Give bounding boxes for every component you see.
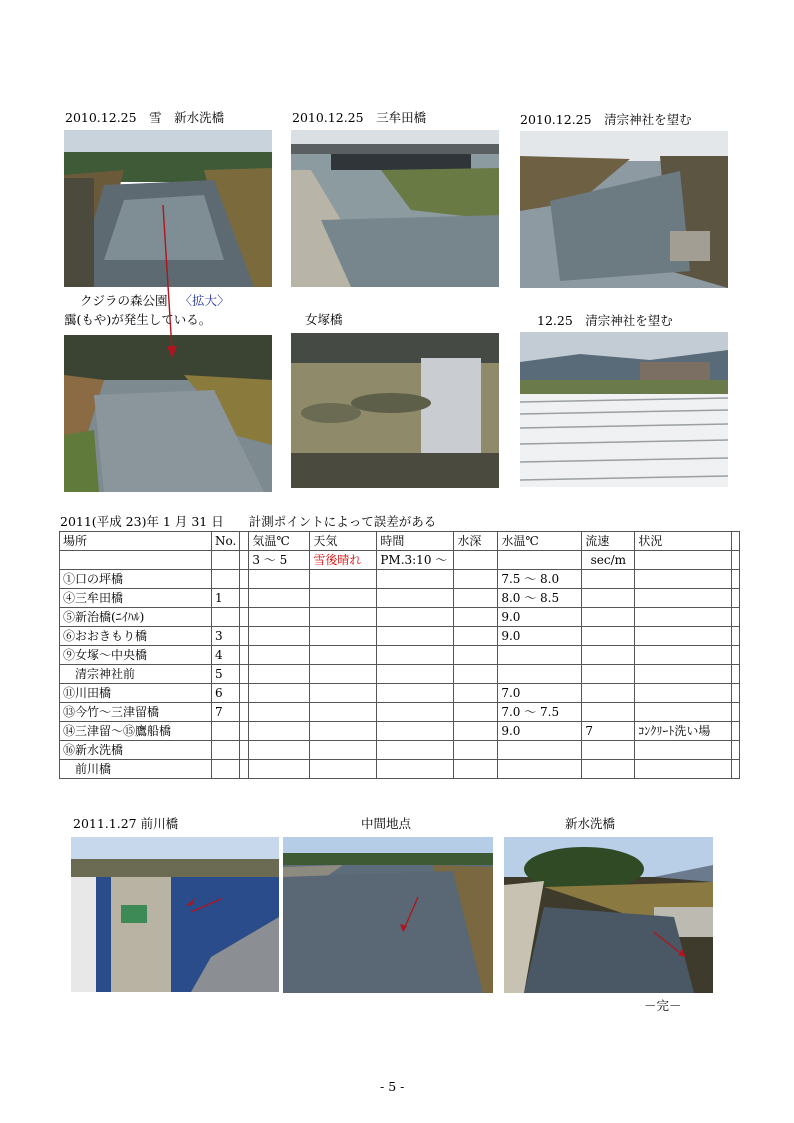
cell-water-temp: 9.0 [498,608,582,627]
cell-weather [310,722,377,741]
cell-status [635,589,732,608]
cell-time [377,684,454,703]
cell-status [635,741,732,760]
cell-water-temp: 7.0 [498,684,582,703]
cell-status [635,665,732,684]
cell-location: ⑪川田橋 [60,684,212,703]
cell-air-temp [249,741,310,760]
cell-depth [454,665,498,684]
table-row [60,551,740,570]
river-photo-seisou-shrine [520,131,728,288]
header-depth: 水深 [454,532,498,551]
cell-edge [732,646,740,665]
cell-weather [310,627,377,646]
cell-flow [582,608,635,627]
arrowhead-icon [399,920,413,934]
cell-spacer [240,551,249,570]
photo-caption-2: 2010.12.25 三牟田橋 [292,110,427,125]
cell-time [377,589,454,608]
cell-spacer [240,760,249,779]
table-row [60,570,740,589]
cell-air-temp [249,722,310,741]
cell-no [212,760,240,779]
cell-time: PM.3:10 ～ [377,551,454,570]
arrowhead-icon [676,947,690,961]
cell-spacer [240,722,249,741]
cell-water-temp [498,760,582,779]
cell-no [212,570,240,589]
cell-status [635,551,732,570]
header-edge [732,532,740,551]
cell-location: ⑤新治橋(ﾆｲﾊﾙ) [60,608,212,627]
cell-flow [582,741,635,760]
cell-location: 前川橋 [60,760,212,779]
cell-spacer [240,608,249,627]
cell-depth [454,589,498,608]
table-row [60,684,740,703]
cell-air-temp [249,627,310,646]
cell-flow [582,703,635,722]
cell-edge [732,741,740,760]
cell-location [60,551,212,570]
table-row [60,608,740,627]
cell-edge [732,684,740,703]
photo-caption-onnazuka: 女塚橋 [305,312,343,327]
cell-water-temp: 7.5 ～ 8.0 [498,570,582,589]
cell-no: 7 [212,703,240,722]
cell-water-temp: 8.0 ～ 8.5 [498,589,582,608]
cell-status [635,646,732,665]
table-title: 2011(平成 23)年 1 月 31 日 計測ポイントによって誤差がある [60,514,437,529]
photo-caption-midpoint: 中間地点 [361,816,412,831]
cell-flow [582,665,635,684]
cell-spacer [240,589,249,608]
mist-note: 靄(もや)が発生している。 [64,312,212,327]
table-row [60,722,740,741]
arrowhead-icon [186,894,200,908]
kujira-park-name: クジラの森公園 [80,293,168,308]
cell-time [377,646,454,665]
cell-edge [732,703,740,722]
cell-no [212,722,240,741]
cell-time [377,627,454,646]
cell-edge [732,570,740,589]
cell-weather [310,703,377,722]
river-photo-mimuta-bridge [291,130,499,287]
cell-air-temp [249,665,310,684]
cell-air-temp [249,608,310,627]
cell-weather [310,760,377,779]
cell-depth [454,722,498,741]
cell-no: 1 [212,589,240,608]
cell-spacer [240,570,249,589]
river-photo-onnazuka [291,333,499,488]
header-air-temp: 気温℃ [249,532,310,551]
snow-field-photo [520,332,728,487]
measurement-table [59,531,740,779]
cell-no [212,551,240,570]
cell-spacer [240,646,249,665]
cell-air-temp: 3 ～ 5 [249,551,310,570]
cell-time [377,665,454,684]
cell-spacer [240,665,249,684]
cell-flow [582,760,635,779]
cell-location: ④三牟田橋 [60,589,212,608]
cell-depth [454,684,498,703]
cell-location: 清宗神社前 [60,665,212,684]
cell-water-temp: 7.0 ～ 7.5 [498,703,582,722]
cell-status [635,627,732,646]
cell-weather [310,684,377,703]
cell-no: 3 [212,627,240,646]
table-header-row [60,532,740,551]
photo-caption-maekawa: 2011.1.27 前川橋 [73,816,179,831]
cell-depth [454,646,498,665]
cell-depth [454,551,498,570]
cell-air-temp [249,570,310,589]
cell-weather [310,608,377,627]
header-weather: 天気 [310,532,377,551]
cell-time [377,760,454,779]
table-row [60,665,740,684]
cell-air-temp [249,589,310,608]
photo-caption-1: 2010.12.25 雪 新水洗橋 [65,110,225,125]
cell-edge [732,608,740,627]
cell-no: 5 [212,665,240,684]
cell-flow: sec/m [582,551,635,570]
river-photo-maekawa-bridge [71,837,279,992]
cell-time [377,703,454,722]
cell-status [635,570,732,589]
cell-location: ⑭三津留～⑮鷹船橋 [60,722,212,741]
header-flow: 流速 [582,532,635,551]
cell-depth [454,608,498,627]
cell-status [635,703,732,722]
cell-no [212,741,240,760]
cell-time [377,722,454,741]
cell-status [635,684,732,703]
photo-caption-seisou-2: 12.25 清宗神社を望む [537,313,673,328]
cell-air-temp [249,646,310,665]
cell-edge [732,760,740,779]
enlarge-link[interactable]: 〈拡大〉 [179,293,230,308]
cell-spacer [240,684,249,703]
table-row [60,646,740,665]
cell-time [377,608,454,627]
cell-edge [732,627,740,646]
photo-caption-3: 2010.12.25 清宗神社を望む [520,112,692,127]
cell-edge [732,589,740,608]
cell-water-temp [498,665,582,684]
cell-no: 6 [212,684,240,703]
cell-weather: 雪後晴れ [310,551,377,570]
cell-status: ｺﾝｸﾘｰﾄ洗い場 [635,722,732,741]
cell-flow [582,684,635,703]
photo-caption-shinmizuarai: 新水洗橋 [565,816,616,831]
cell-air-temp [249,684,310,703]
cell-weather [310,589,377,608]
cell-location: ①口の坪橋 [60,570,212,589]
cell-location: ⑯新水洗橋 [60,741,212,760]
cell-location: ⑨女塚～中央橋 [60,646,212,665]
location-arrow-icon [150,200,190,365]
cell-water-temp [498,741,582,760]
cell-water-temp: 9.0 [498,722,582,741]
cell-flow: 7 [582,722,635,741]
cell-depth [454,570,498,589]
cell-depth [454,627,498,646]
cell-status [635,608,732,627]
cell-time [377,741,454,760]
table-row [60,703,740,722]
cell-edge [732,551,740,570]
cell-status [635,760,732,779]
cell-water-temp [498,551,582,570]
cell-weather [310,741,377,760]
cell-water-temp [498,646,582,665]
end-mark: －完－ [644,998,682,1013]
cell-edge [732,665,740,684]
cell-flow [582,627,635,646]
cell-edge [732,722,740,741]
cell-weather [310,665,377,684]
cell-time [377,570,454,589]
cell-flow [582,570,635,589]
cell-depth [454,760,498,779]
header-location: 場所 [60,532,212,551]
cell-spacer [240,627,249,646]
cell-spacer [240,741,249,760]
table-row [60,627,740,646]
cell-no [212,608,240,627]
cell-weather [310,646,377,665]
cell-flow [582,589,635,608]
cell-air-temp [249,760,310,779]
header-water-temp: 水温℃ [498,532,582,551]
cell-spacer [240,703,249,722]
header-spacer [240,532,249,551]
cell-depth [454,741,498,760]
river-photo-midpoint [283,837,493,993]
river-photo-shinmizuarai [504,837,713,993]
cell-location: ⑬今竹～三津留橋 [60,703,212,722]
cell-location: ⑥おおきもり橋 [60,627,212,646]
table-row [60,589,740,608]
header-status: 状況 [635,532,732,551]
page-number: - 5 - [380,1079,405,1094]
cell-air-temp [249,703,310,722]
header-no: No. [212,532,240,551]
cell-water-temp: 9.0 [498,627,582,646]
cell-depth [454,703,498,722]
cell-weather [310,570,377,589]
cell-flow [582,646,635,665]
table-row [60,760,740,779]
header-time: 時間 [377,532,454,551]
cell-no: 4 [212,646,240,665]
table-row [60,741,740,760]
